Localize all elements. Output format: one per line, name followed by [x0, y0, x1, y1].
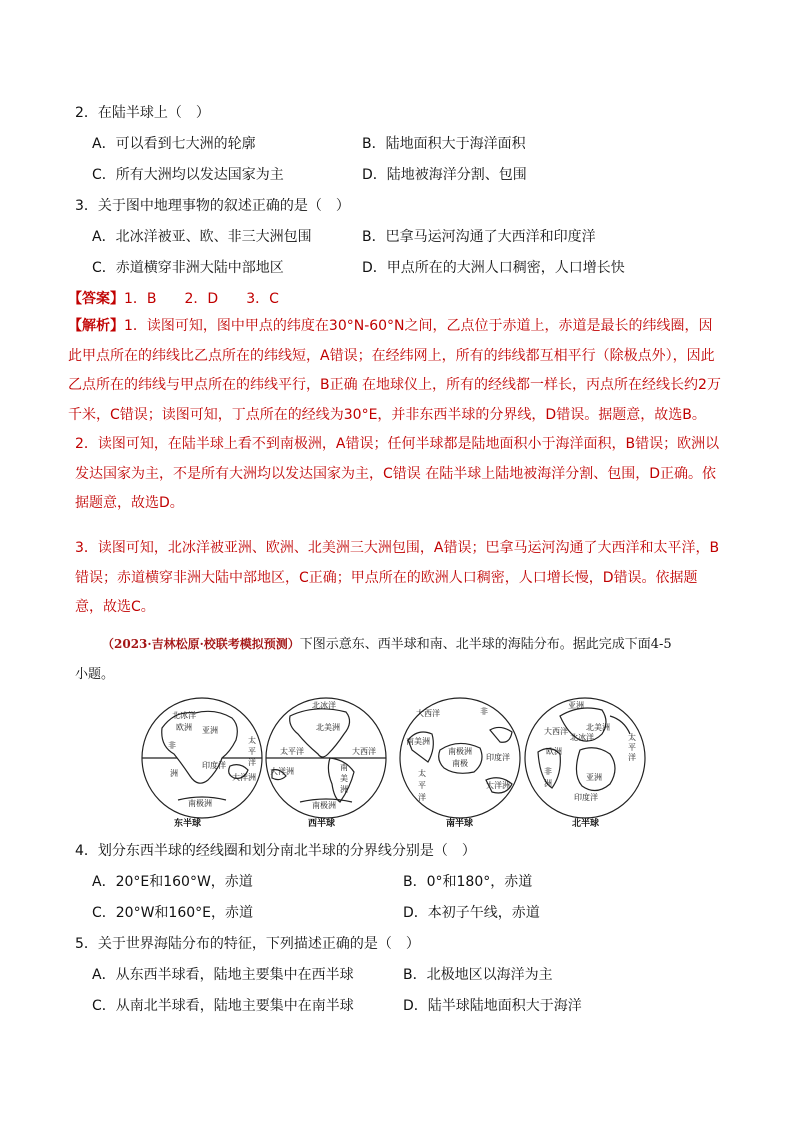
source-line — [102, 633, 672, 652]
north-caption: 北半球 — [572, 819, 600, 829]
svg-text:洋: 洋 — [628, 753, 636, 762]
svg-text:美: 美 — [340, 774, 348, 783]
svg-text:洲: 洲 — [340, 785, 348, 794]
svg-text:大洋洲: 大洋洲 — [232, 773, 256, 782]
svg-text:北冰洋: 北冰洋 — [172, 711, 196, 720]
svg-text:太: 太 — [248, 736, 256, 745]
source-text-2: 小题。 — [75, 667, 115, 682]
svg-text:太: 太 — [418, 769, 426, 778]
svg-text:亚洲: 亚洲 — [202, 726, 218, 735]
svg-text:大西洋: 大西洋 — [352, 747, 376, 756]
svg-text:非: 非 — [168, 741, 176, 750]
svg-text:大洋洲: 大洋洲 — [270, 767, 294, 776]
analysis-label: 【解析】 — [68, 318, 124, 334]
q3-option-c: C．赤道横穿非洲大陆中部地区 — [92, 260, 284, 276]
svg-text:印度洋: 印度洋 — [574, 793, 598, 802]
svg-text:欧洲: 欧洲 — [176, 723, 192, 732]
q3-stem: 3．关于图中地理事物的叙述正确的是（ ） — [75, 198, 350, 214]
svg-text:洋: 洋 — [418, 793, 426, 802]
svg-text:北美洲: 北美洲 — [316, 723, 340, 732]
q4-option-d: D．本初子午线，赤道 — [403, 905, 540, 921]
south-caption: 南半球 — [446, 819, 474, 829]
hemispheres-figure — [140, 688, 660, 833]
svg-text:印度洋: 印度洋 — [486, 753, 510, 762]
analysis-p2: 2．读图可知，在陆半球上看不到南极洲，A错误；任何半球都是陆地面积小于海洋面积，B错误；欧洲以发达国家为主，不是所有大洲均以发达国家为主，C错误 在陆半球上陆地被海洋分割、包围，D正确。依据题意，故选D。 — [75, 436, 720, 511]
svg-text:平: 平 — [248, 747, 256, 756]
svg-text:北美洲: 北美洲 — [586, 723, 610, 732]
q5-option-c: C．从南北半球看，陆地主要集中在南半球 — [92, 998, 354, 1014]
q5-option-a: A．从东西半球看，陆地主要集中在西半球 — [92, 967, 354, 983]
svg-text:洋: 洋 — [248, 758, 256, 767]
q4-option-b: B．0°和180°，赤道 — [403, 874, 533, 890]
svg-text:洲: 洲 — [544, 779, 552, 788]
svg-text:欧洲: 欧洲 — [546, 747, 562, 756]
answer-label: 【答案】 — [68, 291, 124, 307]
svg-text:非: 非 — [480, 707, 488, 716]
source-tag: （2023·吉林松原·校联考模拟预测） — [102, 637, 300, 651]
svg-text:南极洲: 南极洲 — [448, 747, 472, 756]
svg-text:南极洲: 南极洲 — [188, 799, 212, 808]
q5-stem: 5．关于世界海陆分布的特征，下列描述正确的是（ ） — [75, 936, 420, 952]
q2-option-d: D．陆地被海洋分割、包围 — [362, 167, 527, 183]
q3-option-a: A．北冰洋被亚、欧、非三大洲包围 — [92, 229, 312, 245]
svg-text:亚洲: 亚洲 — [586, 773, 602, 782]
analysis-p1-text: 1．读图可知，图中甲点的纬度在30°N-60°N之间，乙点位于赤道上，赤道是最长的纬线圈，因此甲点所在的纬线比乙点所在的纬线短，A错误；在经纬网上，所有的纬线都互相平行（除极点外），因此乙点所在的纬线与甲点所在的纬线平行，B正确 在地球仪上，所有的经线都一样长，丙点所在经线长约2万千米，C错误；读图可知，丁点所在的经线为30°E，并非东西半球的分界线，D错误。据题意，故选B。 — [68, 318, 721, 423]
svg-text:南: 南 — [340, 763, 348, 772]
q4-option-a: A．20°E和160°W，赤道 — [92, 874, 253, 890]
svg-text:北冰洋: 北冰洋 — [570, 733, 594, 742]
svg-text:北冰洋: 北冰洋 — [312, 701, 336, 710]
answer-text: 1．B 2．D 3．C — [124, 291, 279, 307]
source-text: 下图示意东、西半球和南、北半球的海陆分布。据此完成下面4-5 — [299, 637, 672, 652]
west-caption: 西半球 — [308, 819, 336, 829]
svg-text:太平洋: 太平洋 — [280, 747, 304, 756]
q3-option-b: B．巴拿马运河沟通了大西洋和印度洋 — [362, 229, 596, 245]
svg-text:平: 平 — [418, 781, 426, 790]
svg-text:平: 平 — [628, 743, 636, 752]
east-caption: 东半球 — [174, 819, 202, 829]
svg-text:南美洲: 南美洲 — [406, 737, 430, 746]
q2-stem: 2．在陆半球上（ ） — [75, 105, 210, 121]
svg-text:大西洋: 大西洋 — [544, 727, 568, 736]
svg-text:南极洲: 南极洲 — [312, 801, 336, 810]
q5-option-b: B．北极地区以海洋为主 — [403, 967, 553, 983]
svg-text:印度洋: 印度洋 — [202, 761, 226, 770]
svg-text:太: 太 — [628, 733, 636, 742]
answer-line — [68, 288, 279, 308]
q5-option-d: D．陆半球陆地面积大于海洋 — [403, 998, 582, 1014]
q2-option-b: B．陆地面积大于海洋面积 — [362, 136, 526, 152]
q2-option-c: C．所有大洲均以发达国家为主 — [92, 167, 284, 183]
svg-text:南极: 南极 — [452, 759, 468, 768]
q4-option-c: C．20°W和160°E，赤道 — [92, 905, 253, 921]
svg-text:大西洋: 大西洋 — [416, 709, 440, 718]
q2-option-a: A．可以看到七大洲的轮廓 — [92, 136, 256, 152]
analysis-p1 — [68, 312, 725, 430]
q4-stem: 4．划分东西半球的经线圈和划分南北半球的分界线分别是（ ） — [75, 843, 476, 859]
svg-text:亚洲: 亚洲 — [568, 701, 584, 710]
svg-text:大洋洲: 大洋洲 — [486, 781, 510, 790]
q3-option-d: D．甲点所在的大洲人口稠密，人口增长快 — [362, 260, 625, 276]
svg-text:洲: 洲 — [170, 769, 178, 778]
analysis-p3: 3．读图可知，北冰洋被亚洲、欧洲、北美洲三大洲包围，A错误；巴拿马运河沟通了大西洋和太平洋，B错误；赤道横穿非洲大陆中部地区，C正确；甲点所在的欧洲人口稠密，人口增长慢，D错误。依据题意，故选C。 — [75, 540, 720, 615]
svg-text:非: 非 — [544, 767, 552, 776]
